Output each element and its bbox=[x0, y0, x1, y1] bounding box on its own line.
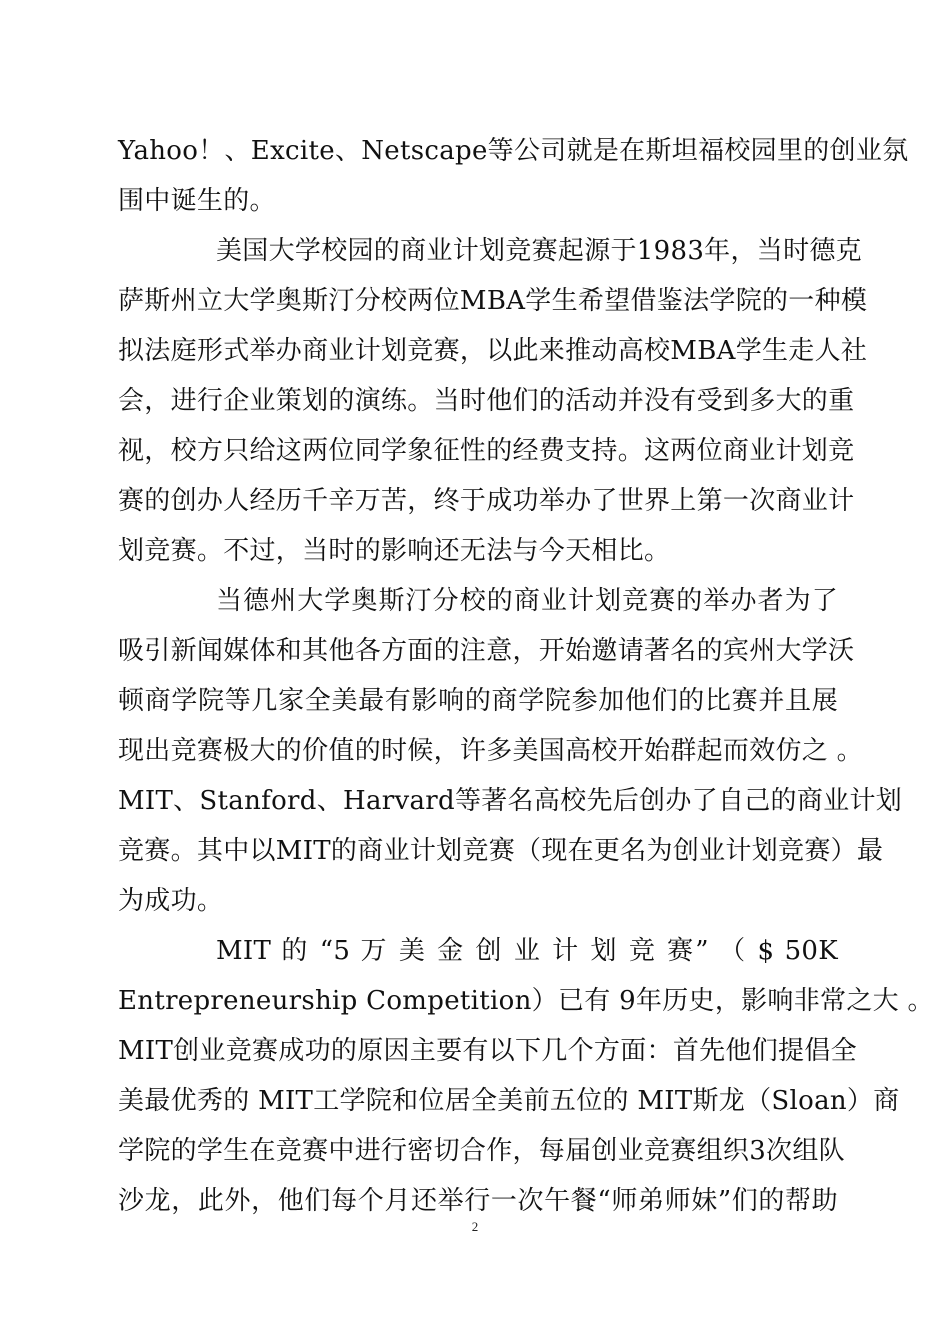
paragraph-3-line-5: MIT、Stanford、Harvard等著名高校先后创办了自己的商业计划 bbox=[118, 786, 903, 816]
paragraph-2-line-7: 划竞赛。不过，当时的影响还无法与今天相比。 bbox=[118, 536, 671, 566]
paragraph-4-line-3: MIT创业竞赛成功的原因主要有以下几个方面：首先他们提倡全 bbox=[118, 1036, 857, 1066]
paragraph-4-line-6: 沙龙，此外，他们每个月还举行一次午餐“师弟师妹”们的帮助 bbox=[118, 1186, 838, 1216]
paragraph-1-line-1: Yahoo！、Excite、Netscape等公司就是在斯坦福校园里的创业氛 bbox=[118, 136, 909, 166]
paragraph-2-line-4: 会，进行企业策划的演练。当时他们的活动并没有受到多大的重 bbox=[118, 386, 855, 416]
paragraph-4-line-5: 学院的学生在竞赛中进行密切合作，每届创业竞赛组织3次组队 bbox=[118, 1136, 845, 1166]
paragraph-2-line-5: 视，校方只给这两位同学象征性的经费支持。这两位商业计划竞 bbox=[118, 436, 855, 466]
paragraph-2-line-6: 赛的创办人经历千辛万苦，终于成功举办了世界上第一次商业计 bbox=[118, 486, 855, 516]
paragraph-2-line-3: 拟法庭形式举办商业计划竞赛，以此来推动高校MBA学生走人社 bbox=[118, 336, 868, 366]
paragraph-3-line-6: 竞赛。其中以MIT的商业计划竞赛（现在更名为创业计划竞赛）最 bbox=[118, 836, 884, 866]
paragraph-4-line-2: Entrepreneurship Competition）已有 9年历史，影响非常之大 。 bbox=[118, 986, 934, 1016]
page-number: 2 bbox=[471, 1219, 479, 1234]
paragraph-2-line-1: 美国大学校园的商业计划竞赛起源于1983年，当时德克 bbox=[216, 236, 862, 266]
paragraph-1-line-2: 围中诞生的。 bbox=[118, 186, 276, 216]
paragraph-2-line-2: 萨斯州立大学奥斯汀分校两位MBA学生希望借鉴法学院的一种模 bbox=[118, 286, 868, 316]
paragraph-3-line-4: 现出竞赛极大的价值的时候，许多美国高校开始群起而效仿之 。 bbox=[118, 736, 863, 766]
paragraph-4-line-4: 美最优秀的 MIT工学院和位居全美前五位的 MIT斯龙（Sloan）商 bbox=[118, 1086, 900, 1116]
paragraph-3-line-7: 为成功。 bbox=[118, 886, 224, 916]
paragraph-3-line-1: 当德州大学奥斯汀分校的商业计划竞赛的举办者为了 bbox=[216, 586, 838, 616]
paragraph-3-line-2: 吸引新闻媒体和其他各方面的注意，开始邀请著名的宾州大学沃 bbox=[118, 636, 855, 666]
paragraph-3-line-3: 顿商学院等几家全美最有影响的商学院参加他们的比赛并且展 bbox=[118, 686, 838, 716]
paragraph-4-line-1: MIT 的 “5 万 美 金 创 业 计 划 竞 赛” （ $ 50K bbox=[216, 936, 838, 966]
